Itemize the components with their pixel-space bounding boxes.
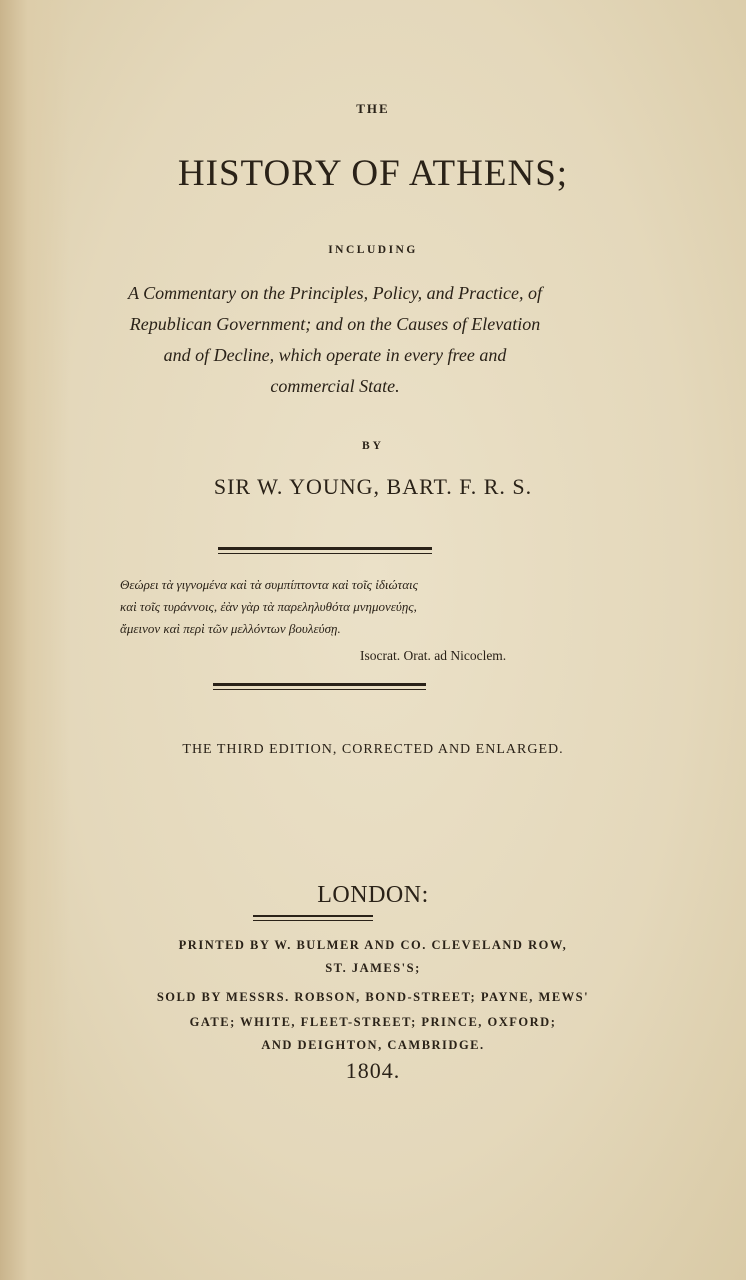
- by-label: BY: [362, 440, 384, 452]
- subtitle-line: Republican Government; and on the Causes of Elevation: [129, 314, 541, 334]
- place-underline: [253, 915, 373, 917]
- subtitle-line: commercial State.: [270, 376, 400, 396]
- place-underline-thin: [253, 920, 373, 921]
- epigraph-line: Θεώρει τὰ γιγνομένα καὶ τὰ συμπίπτοντα καὶ τοῖς ἰδιώταις: [120, 577, 418, 592]
- ornamental-rule-bottom-thin: [213, 689, 426, 690]
- seller-line: AND DEIGHTON, CAMBRIDGE.: [261, 1038, 485, 1052]
- ornamental-rule-top: [218, 547, 432, 550]
- publication-year: 1804.: [345, 1058, 401, 1083]
- ornamental-rule-top-thin: [218, 553, 432, 554]
- subtitle-line: A Commentary on the Principles, Policy, and Practice, of: [127, 283, 543, 303]
- printer-line: PRINTED BY W. BULMER AND CO. CLEVELAND ROW,: [178, 938, 568, 952]
- including-label: INCLUDING: [328, 244, 418, 256]
- seller-line: SOLD BY MESSRS. ROBSON, BOND-STREET; PAYNE, MEWS': [156, 990, 590, 1004]
- greek-epigraph: [120, 574, 540, 640]
- printer-line: ST. JAMES'S;: [325, 961, 421, 975]
- book-title: HISTORY OF ATHENS;: [177, 153, 569, 194]
- subtitle-line: and of Decline, which operate in every free and: [163, 345, 507, 365]
- seller-line: GATE; WHITE, FLEET-STREET; PRINCE, OXFORD;: [189, 1015, 557, 1029]
- edition-statement: THE THIRD EDITION, CORRECTED AND ENLARGED.: [182, 742, 564, 757]
- ornamental-rule-bottom: [213, 683, 426, 686]
- epigraph-citation: Isocrat. Orat. ad Nicoclem.: [360, 648, 507, 663]
- epigraph-line: καὶ τοῖς τυράννοις, ἐὰν γὰρ τὰ παρεληλυθότα μνημονεύῃς,: [120, 599, 417, 614]
- epigraph-line: ἄμεινον καὶ περὶ τῶν μελλόντων βουλεύσῃ.: [120, 621, 341, 636]
- title-article: THE: [356, 101, 390, 116]
- subtitle-block: [70, 278, 600, 402]
- imprint-place: LONDON:: [317, 882, 429, 908]
- author-name: SIR W. YOUNG, BART. F. R. S.: [213, 474, 533, 499]
